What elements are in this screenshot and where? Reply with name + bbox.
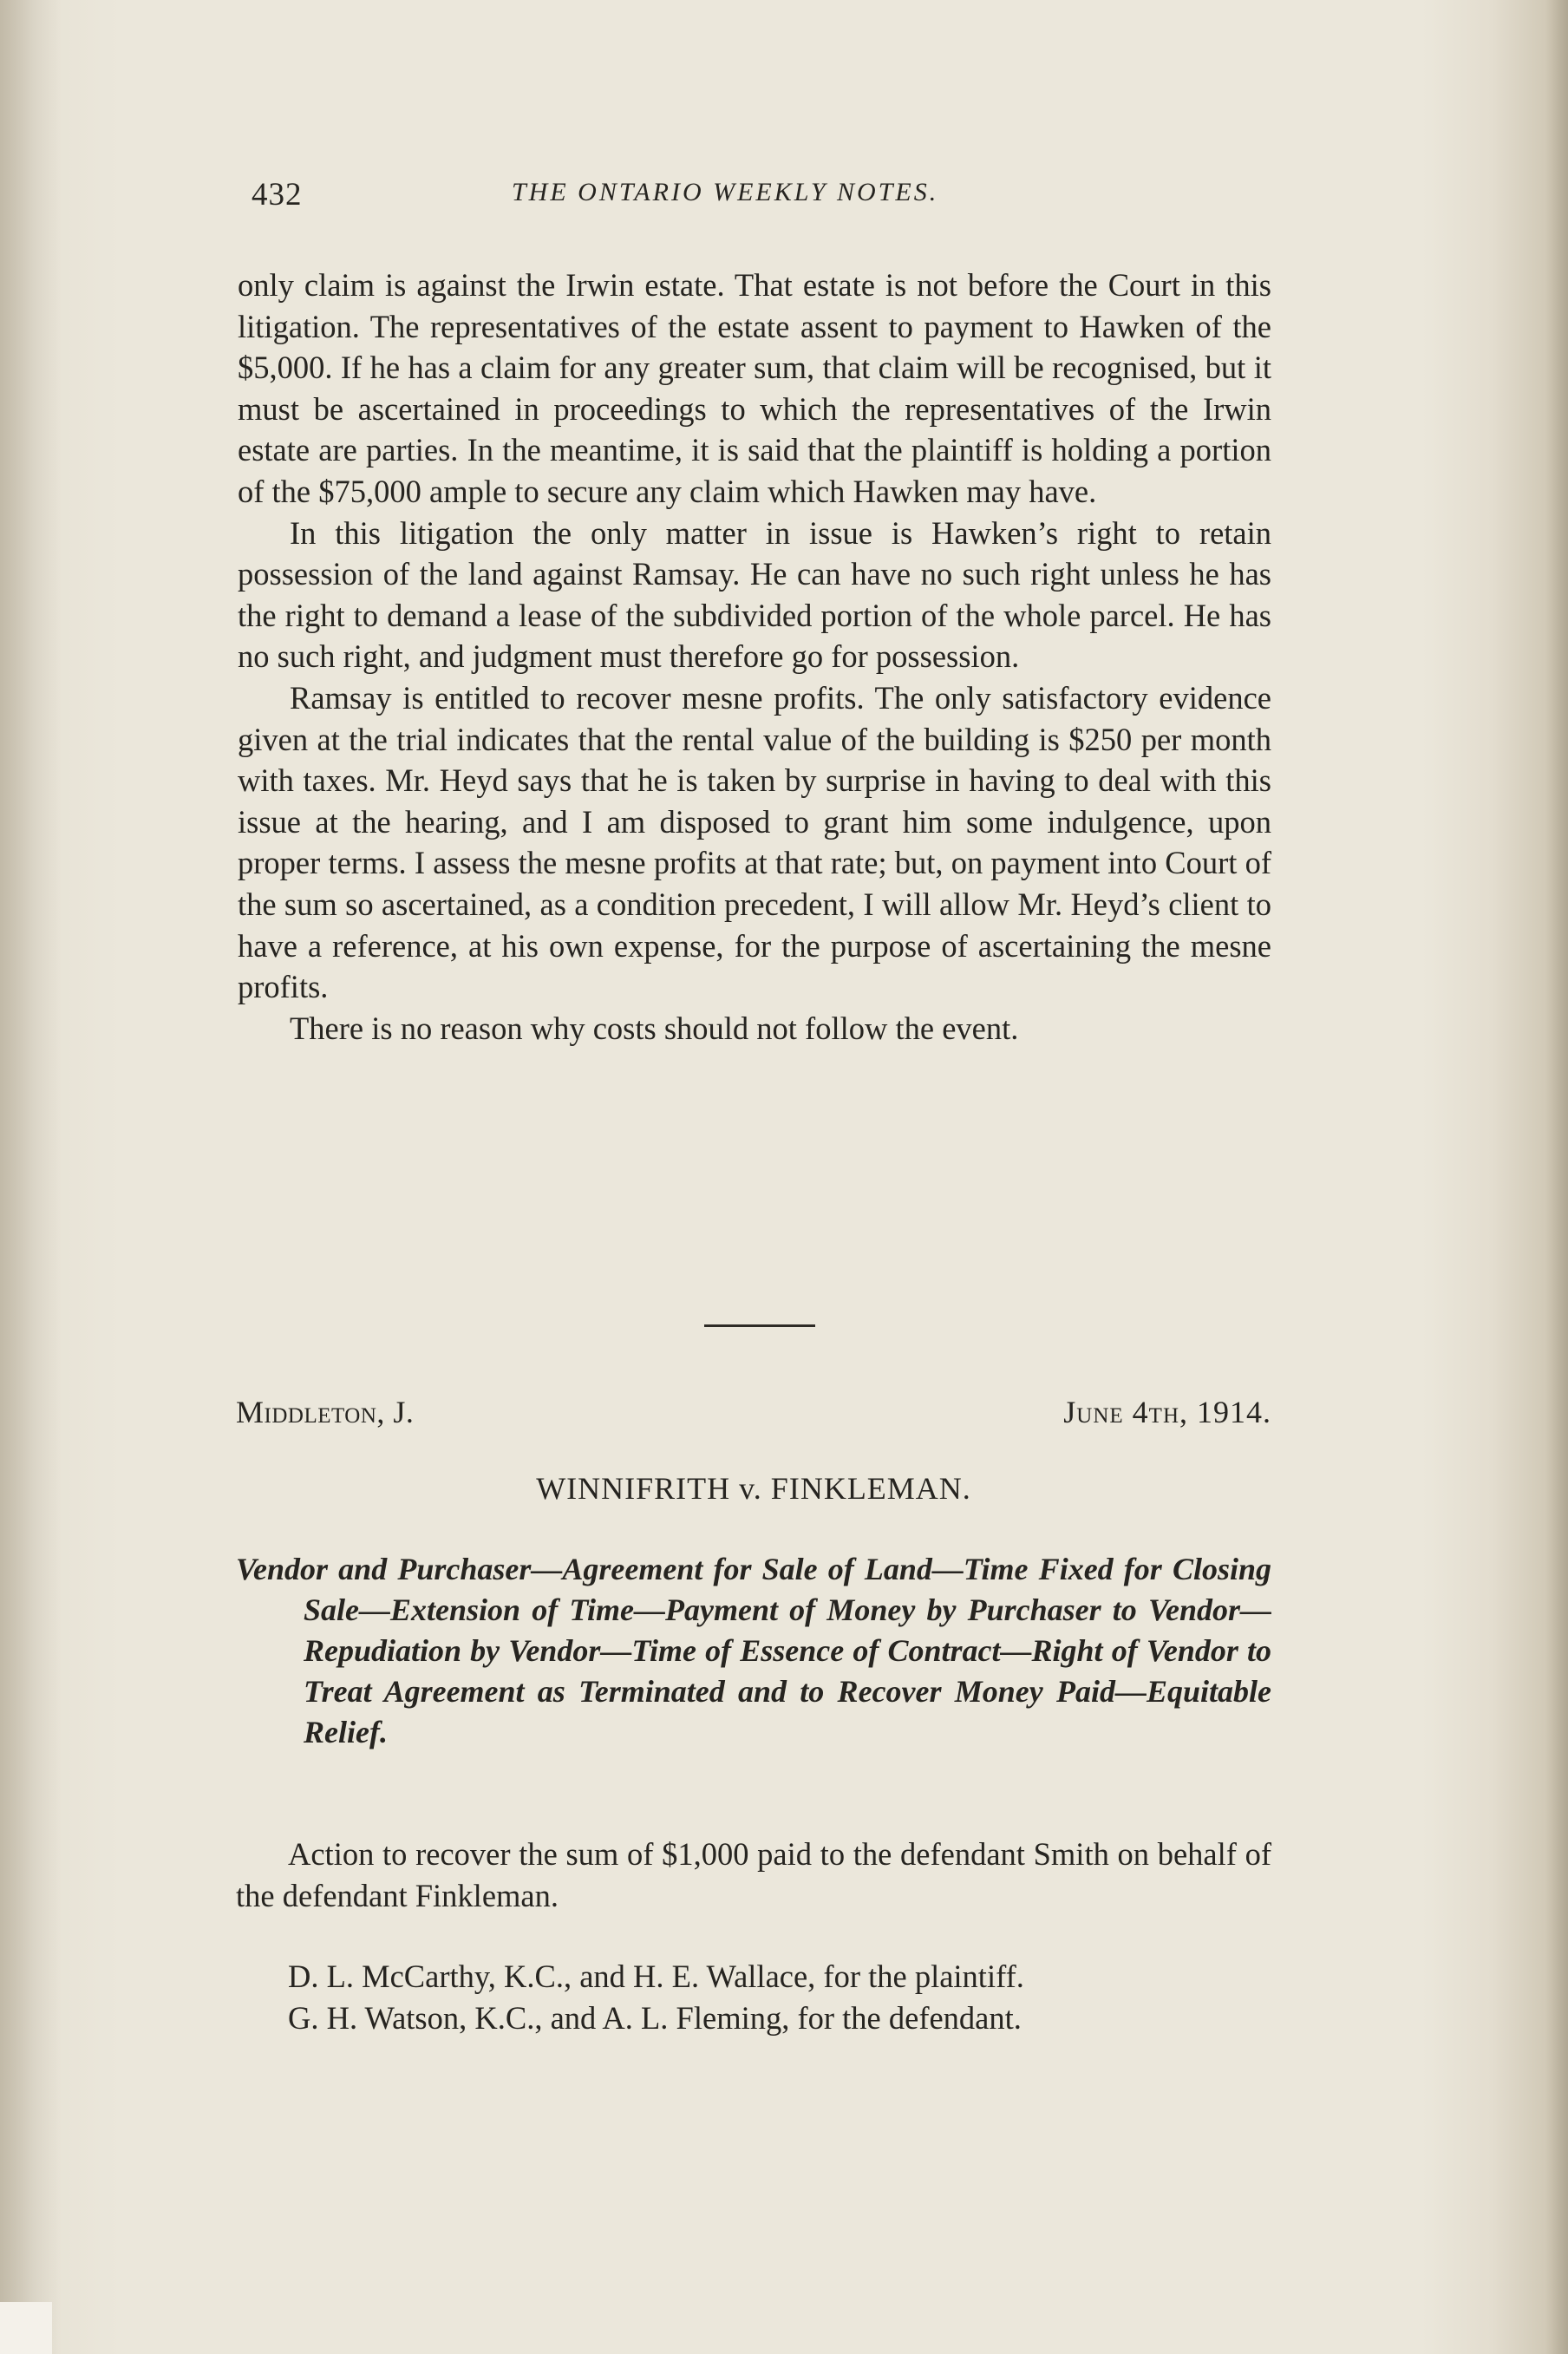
running-title: THE ONTARIO WEEKLY NOTES. xyxy=(512,178,939,206)
judgment-body xyxy=(238,265,1271,1049)
judge-name: Middleton, J. xyxy=(236,1395,415,1429)
counsel-plaintiff: D. L. McCarthy, K.C., and H. E. Wallace, for the plaintiff. xyxy=(288,1958,1024,1995)
case-details xyxy=(236,1834,1271,2038)
corner-patch xyxy=(0,2302,52,2354)
action-statement: Action to recover the sum of $1,000 paid to the defendant Smith on behalf of the defendant Finkleman. xyxy=(236,1836,1271,1913)
page-edge xyxy=(1545,0,1568,2354)
gutter-shadow xyxy=(0,0,61,2354)
paragraph: In this litigation the only matter in issue is Hawken’s right to retain possession of the land against Ramsay. He can have no such right unless he has the right to demand a lease of the subdivided portion of the whole parcel. He has no such right, and judgment must therefore go for possession. xyxy=(238,514,1271,675)
case-headnote: Vendor and Purchaser—Agreement for Sale of Land—Time Fixed for Closing Sale—Extension of Time—Payment of Money by Purchaser to Vendor—Repudiation by Vendor—Time of Essence of Contract—Right of Vendor to Treat Agreement as Terminated and to Recover Money Paid—Equitable Relief. xyxy=(236,1552,1271,1749)
paragraph: only claim is against the Irwin estate. That estate is not before the Court in this litigation. The representatives of the estate assent to payment to Hawken of the $5,000. If he has a claim for any greater sum, that claim will be recognised, but it must be ascertained in proceedings to which the representatives of the Irwin estate are parties. In the meantime, it is said that the plaintiff is holding a portion of the $75,000 ample to secure any claim which Hawken may have. xyxy=(238,267,1271,509)
page-header xyxy=(252,176,1266,219)
page-number: 432 xyxy=(252,177,303,213)
counsel-defendant: G. H. Watson, K.C., and A. L. Fleming, for the defendant. xyxy=(288,1999,1022,2036)
paragraph: Ramsay is entitled to recover mesne profits. The only satisfactory evidence given at the trial indicates that the rental value of the building is $250 per month with taxes. Mr. Heyd says that he is taken by surprise in having to deal with this issue at the hearing, and I am disposed to grant him some indulgence, upon proper terms. I assess the mesne profits at that rate; but, on payment into Court of the sum so ascertained, as a condition precedent, I will allow Mr. Heyd’s client to have a reference, at his own expense, for the purpose of ascertaining the mesne profits. xyxy=(238,679,1271,1005)
section-divider xyxy=(704,1324,815,1327)
paragraph: There is no reason why costs should not follow the event. xyxy=(290,1010,1019,1046)
case-title: WINNIFRITH v. FINKLEMAN. xyxy=(536,1471,971,1506)
judgment-date: June 4th, 1914. xyxy=(1063,1395,1271,1429)
case-byline xyxy=(236,1394,1271,1437)
